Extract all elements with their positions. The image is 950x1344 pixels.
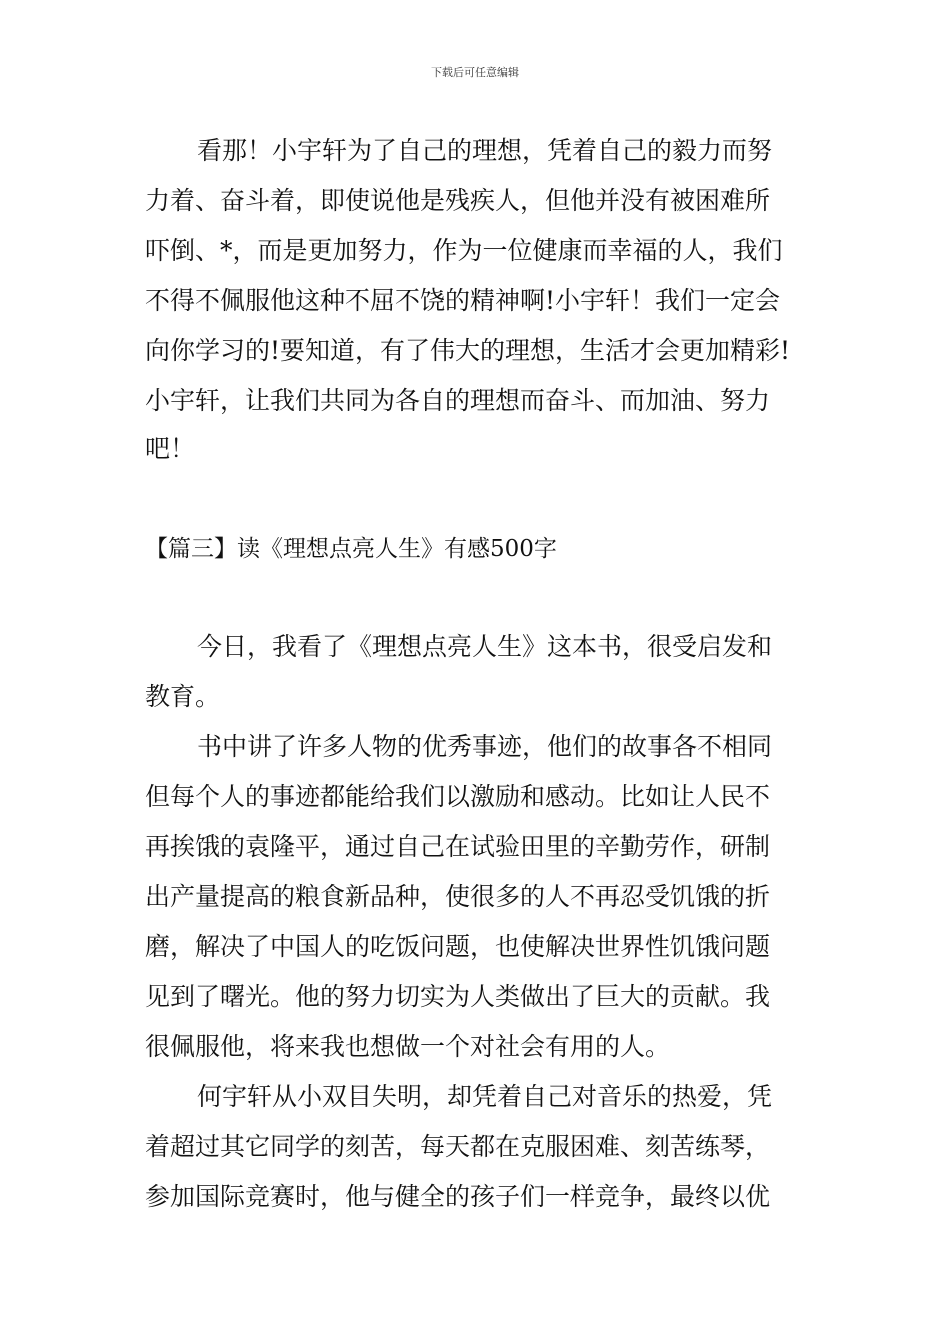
- text-line: 向你学习的!要知道，有了伟大的理想，生活才会更加精彩!: [145, 336, 791, 365]
- text-line: 看那！小宇轩为了自己的理想，凭着自己的毅力而努: [197, 136, 773, 165]
- text-line: 再挨饿的袁隆平，通过自己在试验田里的辛勤劳作，研制: [145, 832, 771, 861]
- text-line: 今日，我看了《理想点亮人生》这本书，很受启发和: [197, 632, 773, 661]
- text-line: 参加国际竞赛时，他与健全的孩子们一样竞争，最终以优: [145, 1182, 771, 1211]
- text-line: 何宇轩从小双目失明，却凭着自己对音乐的热爱，凭: [197, 1082, 773, 1111]
- text-line: 教育。: [145, 682, 221, 711]
- page-header: 下载后可任意编辑: [431, 66, 519, 79]
- text-line: 着超过其它同学的刻苦，每天都在克服困难、刻苦练琴，: [145, 1132, 771, 1161]
- text-line: 但每个人的事迹都能给我们以激励和感动。比如让人民不: [145, 782, 771, 811]
- text-line: 出产量提高的粮食新品种，使很多的人不再忍受饥饿的折: [145, 882, 771, 911]
- text-line: 小宇轩，让我们共同为各自的理想而奋斗、而加油、努力: [145, 386, 771, 415]
- text-line: 力着、奋斗着，即使说他是残疾人，但他并没有被困难所: [145, 186, 771, 215]
- text-line: 书中讲了许多人物的优秀事迹，他们的故事各不相同: [197, 732, 773, 761]
- text-line: 见到了曙光。他的努力切实为人类做出了巨大的贡献。我: [145, 982, 771, 1011]
- text-line: 很佩服他，将来我也想做一个对社会有用的人。: [145, 1032, 671, 1061]
- text-line: 吓倒、*，而是更加努力，作为一位健康而幸福的人，我们: [145, 236, 783, 265]
- text-line: 磨，解决了中国人的吃饭问题，也使解决世界性饥饿问题: [145, 932, 771, 961]
- text-line: 不得不佩服他这种不屈不饶的精神啊!小宇轩！我们一定会: [145, 286, 781, 315]
- section-heading: 【篇三】读《理想点亮人生》有感500字: [145, 536, 557, 562]
- text-line: 吧！: [145, 434, 196, 463]
